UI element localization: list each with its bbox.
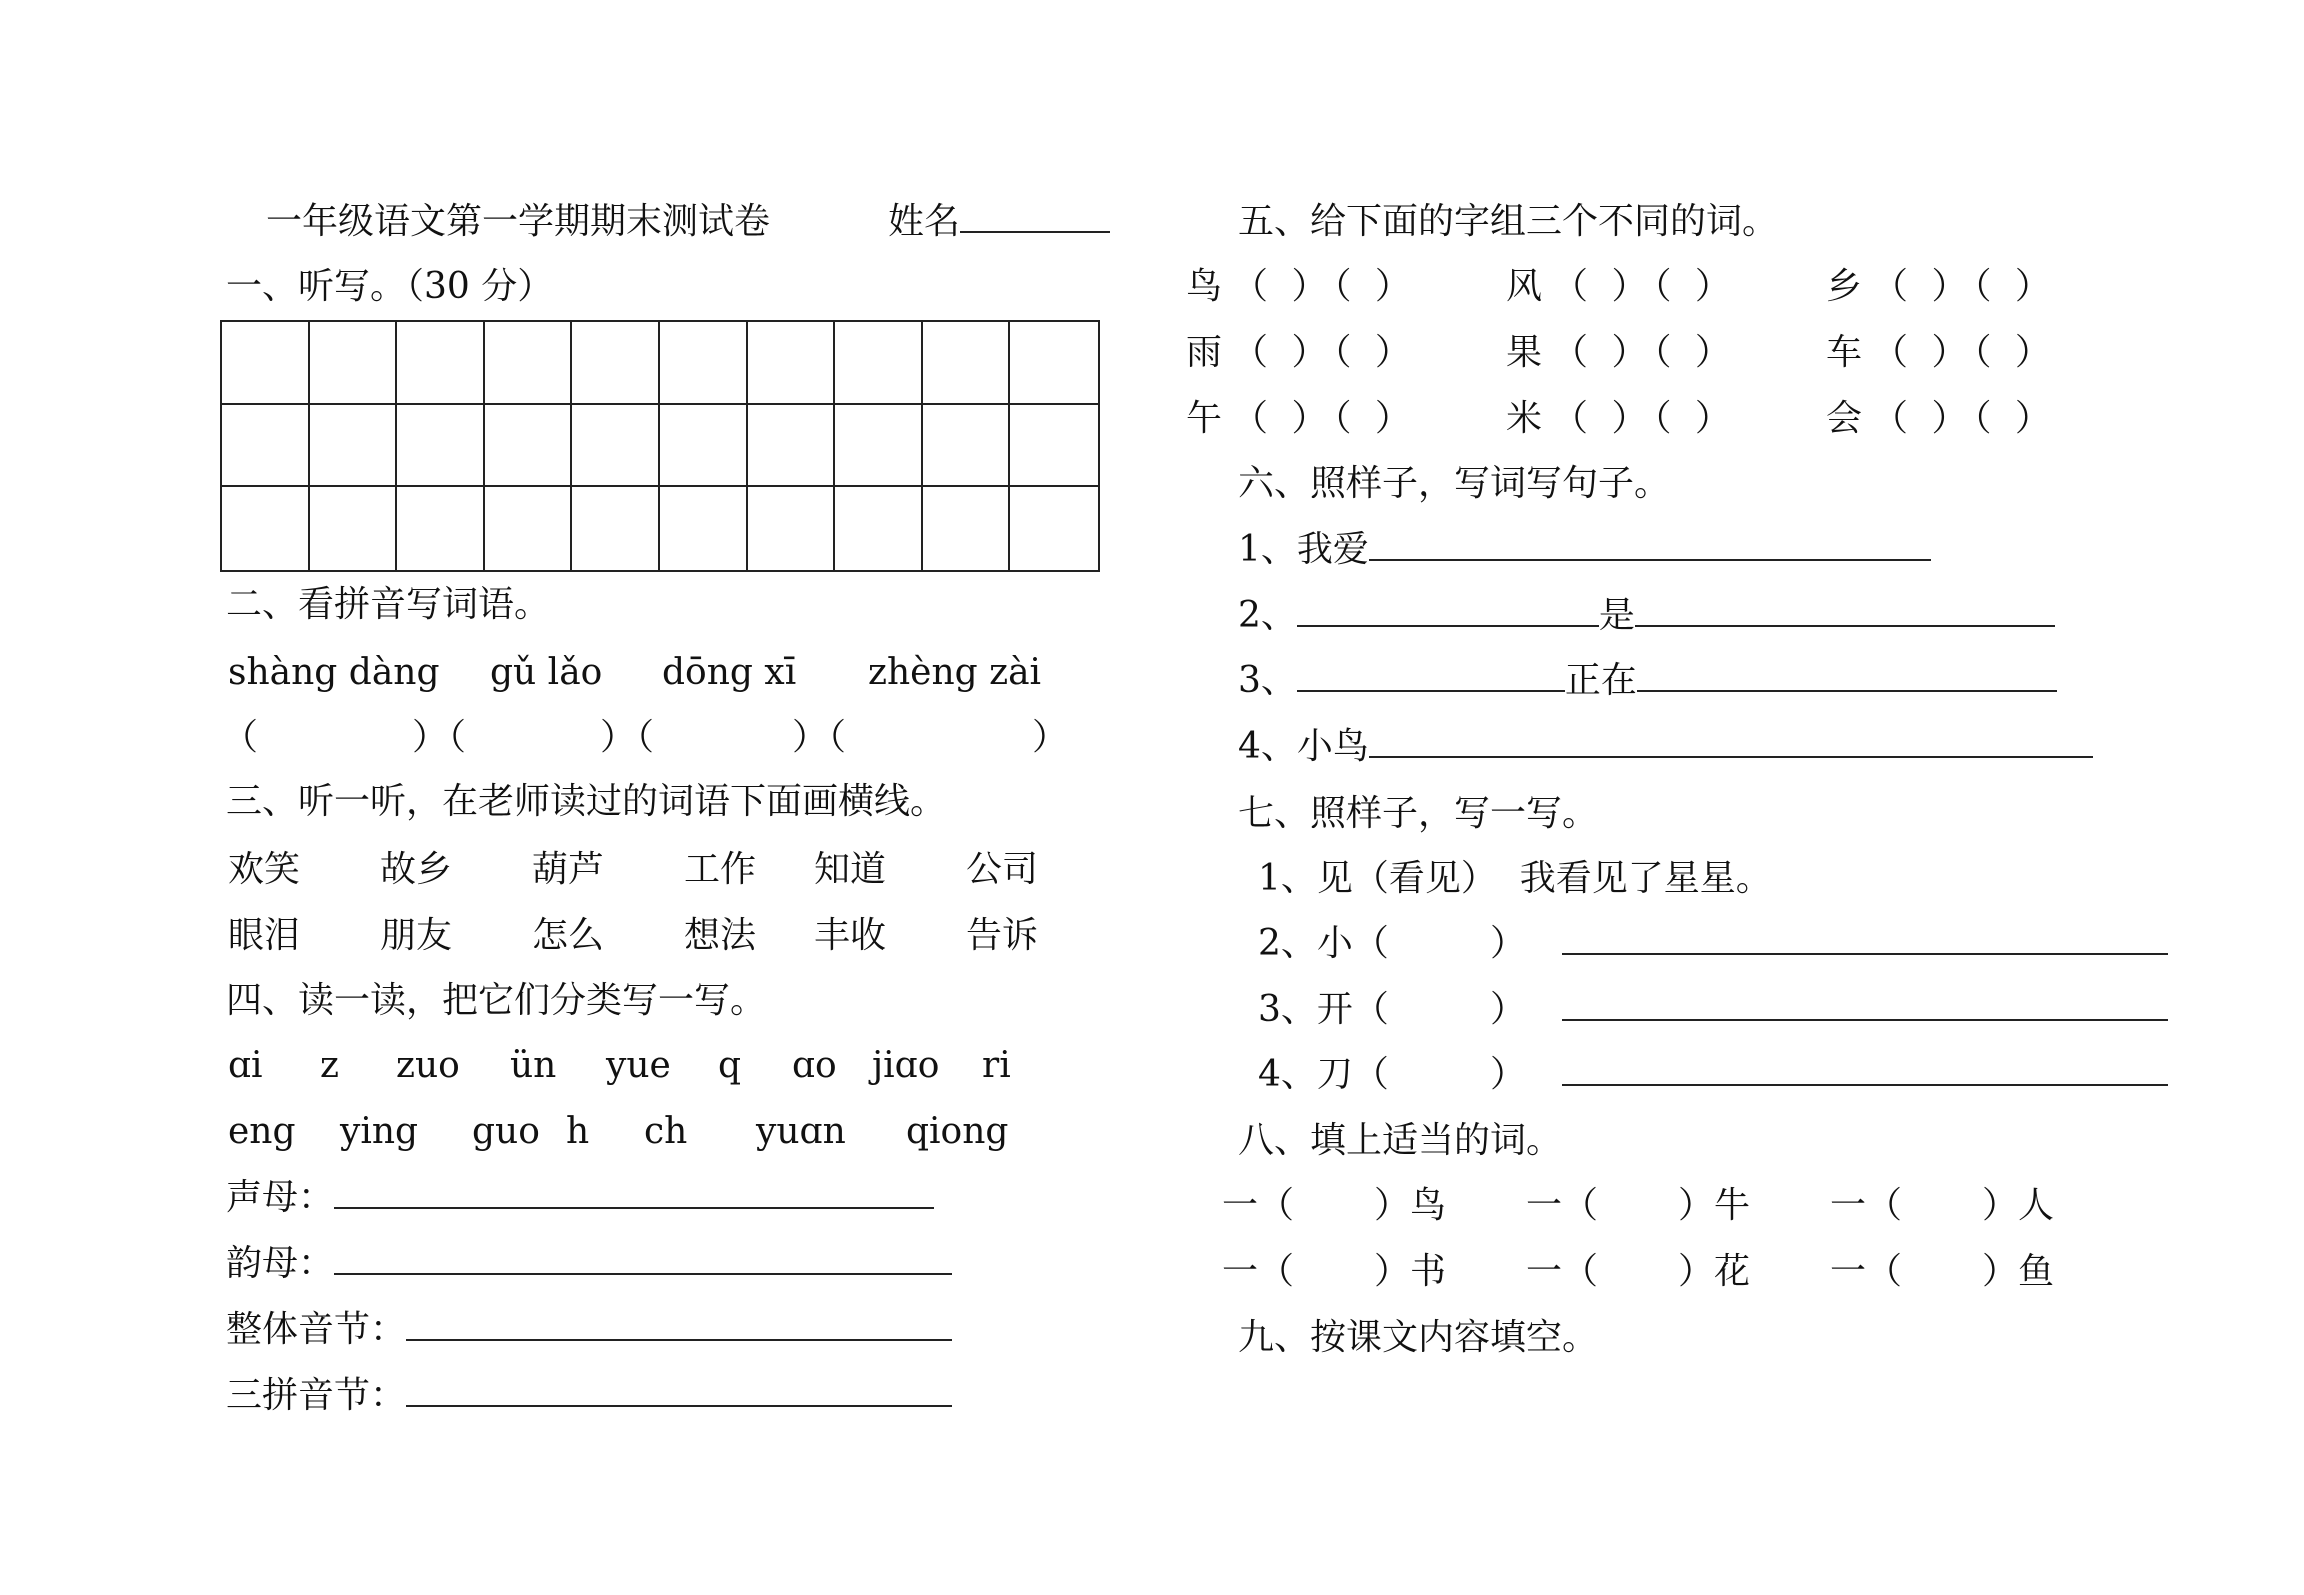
write-item[interactable]: 3、开（ (1258, 989, 1389, 1030)
answer-line[interactable] (1369, 529, 1931, 561)
answer-paren[interactable]: （ ）（ ） (1872, 266, 2057, 307)
grid-cell[interactable] (660, 322, 748, 405)
answer-paren[interactable]: （ ）（ ） (1232, 332, 1417, 373)
name-label: 姓名 (888, 201, 961, 242)
pinyin-item: guo (472, 1111, 540, 1152)
item-number: 4、 (1238, 726, 1297, 767)
char-item: 果 (1506, 332, 1543, 373)
fill-item[interactable]: ）牛 (1678, 1185, 1751, 1226)
item-prefix: 我爱 (1296, 529, 1369, 570)
answer-paren[interactable]: （ ）（ ） (1552, 398, 1737, 439)
pinyin-item: eng (228, 1111, 296, 1152)
char-item: 风 (1506, 266, 1543, 307)
fill-item[interactable]: 一（ (1526, 1251, 1599, 1292)
word-item[interactable]: 知道 (814, 849, 887, 890)
pinyin-item: ɑo (792, 1045, 837, 1086)
section-9-heading: 九、按课文内容填空。 (1238, 1317, 1599, 1358)
answer-line[interactable] (1635, 595, 2055, 627)
section-3-heading: 三、听一听，在老师读过的词语下面画横线。 (226, 781, 947, 822)
answer-line-wrap[interactable] (1562, 988, 2168, 1032)
grid-cell[interactable] (485, 487, 573, 570)
pinyin-item: jiɑo (872, 1045, 940, 1086)
category-row[interactable] (226, 1308, 952, 1352)
fill-item[interactable]: 一（ (1526, 1185, 1599, 1226)
answer-paren[interactable]: ）（ (600, 717, 655, 758)
fill-item[interactable]: ）书 (1374, 1251, 1447, 1292)
fill-item[interactable]: ）人 (1982, 1185, 2055, 1226)
grid-cell[interactable] (572, 487, 660, 570)
section-2-heading: 二、看拼音写词语。 (226, 584, 551, 625)
grid-cell[interactable] (748, 405, 836, 488)
fill-item[interactable]: 一（ (1222, 1185, 1295, 1226)
item-number: 3、 (1238, 660, 1297, 701)
answer-paren[interactable]: （ ）（ ） (1552, 332, 1737, 373)
item-prefix: 小鸟 (1296, 726, 1369, 767)
fill-item[interactable]: ）鸟 (1374, 1185, 1447, 1226)
word-item[interactable]: 怎么 (532, 915, 605, 956)
section-6-heading: 六、照样子，写词写句子。 (1238, 463, 1671, 504)
word-item[interactable]: 工作 (684, 849, 757, 890)
grid-cell[interactable] (923, 322, 1011, 405)
answer-paren[interactable]: （ ）（ ） (1552, 266, 1737, 307)
grid-cell[interactable] (923, 405, 1011, 488)
sentence-item[interactable] (1238, 594, 2055, 638)
char-item: 午 (1186, 398, 1223, 439)
grid-cell[interactable] (1010, 405, 1098, 488)
pinyin-item: z (320, 1045, 339, 1086)
word-item[interactable]: 公司 (966, 849, 1039, 890)
answer-paren[interactable]: （ ）（ ） (1872, 332, 2057, 373)
answer-paren[interactable]: ） (1032, 717, 1069, 758)
sentence-item[interactable] (1238, 528, 1931, 572)
answer-line[interactable] (406, 1375, 952, 1407)
pinyin-item: h (566, 1111, 590, 1152)
grid-cell[interactable] (310, 322, 398, 405)
answer-line-wrap[interactable] (1562, 922, 2168, 966)
fill-item[interactable]: 一（ (1222, 1251, 1295, 1292)
fill-item[interactable]: 一（ (1830, 1251, 1903, 1292)
answer-line[interactable] (1637, 660, 2057, 692)
answer-line[interactable] (1562, 923, 2168, 955)
pinyin-item: q (718, 1045, 742, 1086)
grid-cell[interactable] (222, 322, 310, 405)
word-item[interactable]: 告诉 (966, 915, 1039, 956)
category-label: 韵母： (226, 1243, 335, 1284)
item-number: 2、 (1238, 595, 1297, 636)
answer-paren[interactable]: ） (1490, 923, 1527, 964)
category-row[interactable] (226, 1176, 934, 1220)
grid-cell[interactable] (572, 405, 660, 488)
category-label: 声母： (226, 1177, 335, 1218)
fill-item[interactable]: 一（ (1830, 1185, 1903, 1226)
grid-cell[interactable] (660, 487, 748, 570)
answer-line[interactable] (406, 1309, 952, 1341)
grid-cell[interactable] (923, 487, 1011, 570)
grid-cell[interactable] (660, 405, 748, 488)
grid-cell[interactable] (748, 322, 836, 405)
answer-paren[interactable]: （ ）（ ） (1232, 266, 1417, 307)
answer-line[interactable] (334, 1177, 934, 1209)
grid-cell[interactable] (835, 487, 923, 570)
pinyin-item: ɑi (228, 1045, 263, 1086)
category-label: 整体音节： (226, 1309, 407, 1350)
char-item: 雨 (1186, 332, 1223, 373)
fill-item[interactable]: ）鱼 (1982, 1251, 2055, 1292)
char-item: 乡 (1826, 266, 1863, 307)
example-sentence: 1、见（看见） 我看见了星星。 (1258, 858, 1772, 899)
category-row[interactable] (226, 1374, 952, 1418)
char-item: 车 (1826, 332, 1863, 373)
grid-cell[interactable] (835, 322, 923, 405)
section-1-heading: 一、听写。（30 分） (226, 266, 554, 307)
grid-cell[interactable] (222, 405, 310, 488)
word-item[interactable]: 想法 (684, 915, 757, 956)
item-keyword: 是 (1598, 595, 1635, 636)
dictation-grid[interactable] (220, 320, 1100, 572)
pinyin-item: qiong (906, 1111, 1009, 1152)
grid-cell[interactable] (222, 487, 310, 570)
pinyin-item: yuɑn (756, 1111, 846, 1152)
name-field[interactable] (888, 200, 1110, 244)
grid-cell[interactable] (1010, 322, 1098, 405)
section-8-heading: 八、填上适当的词。 (1238, 1120, 1563, 1161)
category-label: 三拼音节： (226, 1375, 407, 1416)
pinyin-item: dōng xī (662, 652, 797, 693)
answer-paren[interactable]: ）（ (412, 717, 467, 758)
pinyin-item: gǔ lǎo (490, 652, 603, 693)
write-item[interactable]: 4、刀（ (1258, 1054, 1389, 1095)
write-item[interactable]: 2、小（ (1258, 923, 1389, 964)
grid-cell[interactable] (572, 322, 660, 405)
answer-line[interactable] (334, 1243, 952, 1275)
word-item[interactable]: 丰收 (814, 915, 887, 956)
grid-cell[interactable] (397, 322, 485, 405)
item-number: 1、 (1238, 529, 1297, 570)
item-keyword: 正在 (1564, 660, 1637, 701)
word-item[interactable]: 欢笑 (228, 849, 301, 890)
word-item[interactable]: 葫芦 (532, 849, 605, 890)
pinyin-item: ch (644, 1111, 688, 1152)
pinyin-item: shàng dàng (228, 652, 440, 693)
pinyin-item: zuo (396, 1045, 460, 1086)
answer-line[interactable] (1297, 595, 1599, 627)
grid-cell[interactable] (485, 405, 573, 488)
answer-line[interactable] (1297, 660, 1565, 692)
answer-line-wrap[interactable] (1562, 1053, 2168, 1097)
grid-cell[interactable] (835, 405, 923, 488)
answer-paren[interactable]: ） (1490, 1054, 1527, 1095)
answer-paren[interactable]: （ ）（ ） (1872, 398, 2057, 439)
pinyin-item: ri (982, 1045, 1011, 1086)
pinyin-item: yue (606, 1045, 671, 1086)
answer-line[interactable] (1369, 726, 2093, 758)
pinyin-item: zhèng zài (868, 652, 1042, 693)
answer-paren[interactable]: （ ）（ ） (1232, 398, 1417, 439)
section-5-heading: 五、给下面的字组三个不同的词。 (1238, 201, 1779, 242)
section-7-heading: 七、照样子，写一写。 (1238, 793, 1599, 834)
fill-item[interactable]: ）花 (1678, 1251, 1751, 1292)
char-item: 米 (1506, 398, 1543, 439)
char-item: 会 (1826, 398, 1863, 439)
sentence-item[interactable] (1238, 725, 2093, 769)
grid-cell[interactable] (1010, 487, 1098, 570)
answer-paren[interactable]: ）（ (792, 717, 847, 758)
sentence-item[interactable] (1238, 659, 2057, 703)
name-line[interactable] (960, 201, 1110, 233)
category-row[interactable] (226, 1242, 952, 1286)
answer-paren[interactable]: ） (1490, 989, 1527, 1030)
grid-cell[interactable] (485, 322, 573, 405)
page-title: 一年级语文第一学期期末测试卷 (266, 201, 771, 242)
answer-line[interactable] (1562, 989, 2168, 1021)
pinyin-item: ün (510, 1045, 557, 1086)
answer-line[interactable] (1562, 1054, 2168, 1086)
grid-cell[interactable] (310, 405, 398, 488)
grid-cell[interactable] (748, 487, 836, 570)
grid-cell[interactable] (310, 487, 398, 570)
word-item[interactable]: 眼泪 (228, 915, 301, 956)
grid-cell[interactable] (397, 487, 485, 570)
word-item[interactable]: 朋友 (380, 915, 453, 956)
answer-paren[interactable]: （ (222, 717, 259, 758)
char-item: 鸟 (1186, 266, 1223, 307)
grid-cell[interactable] (397, 405, 485, 488)
pinyin-item: ying (340, 1111, 419, 1152)
word-item[interactable]: 故乡 (380, 849, 453, 890)
section-4-heading: 四、读一读，把它们分类写一写。 (226, 980, 767, 1021)
